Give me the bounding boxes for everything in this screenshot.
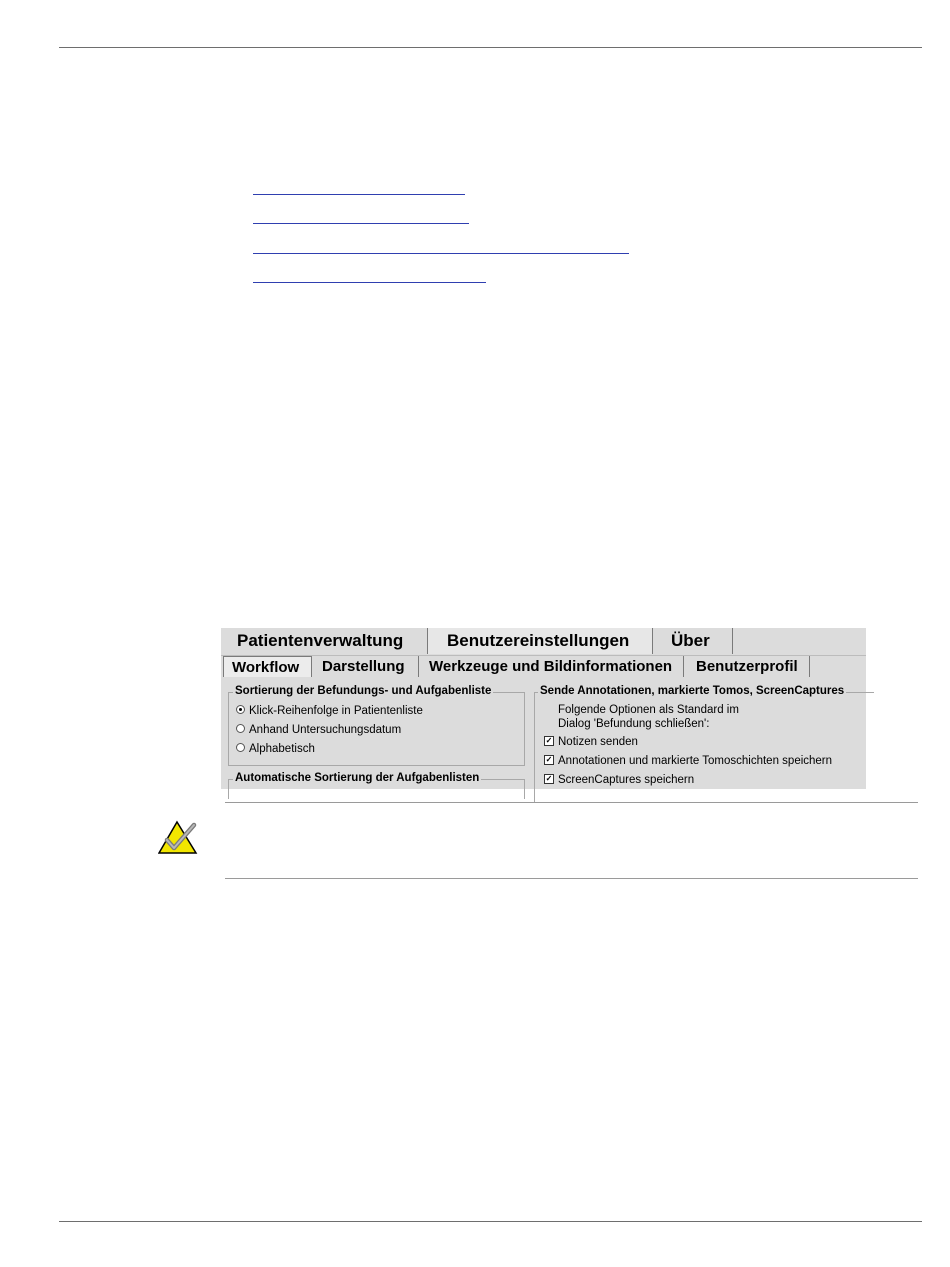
option-label: Alphabetisch	[249, 743, 315, 755]
tab-darstellung[interactable]: Darstellung	[312, 656, 419, 677]
sort-group-title: Sortierung der Befundungs- und Aufgabenliste	[235, 685, 492, 697]
main-tab-bar	[221, 628, 866, 655]
option-label: Annotationen und markierte Tomoschichten speichern	[558, 755, 833, 767]
radio-unselected-icon	[236, 724, 245, 733]
option-label: Anhand Untersuchungsdatum	[249, 724, 402, 736]
checkbox-checked-icon: ✓	[545, 735, 553, 745]
send-desc-2: Dialog 'Befundung schließen':	[558, 718, 710, 730]
radio-untersuchungsdatum[interactable]	[236, 723, 401, 737]
checkbox-notizen[interactable]	[544, 735, 638, 749]
tab-patientenverwaltung[interactable]: Patientenverwaltung	[221, 628, 428, 654]
checkbox-checked-icon: ✓	[545, 773, 553, 783]
toc-link-1[interactable]	[253, 193, 465, 195]
settings-screenshot	[221, 628, 866, 789]
note-rule-top	[225, 802, 918, 803]
toc-link-2[interactable]	[253, 222, 469, 224]
footer-rule	[59, 1221, 922, 1222]
send-group	[534, 685, 874, 802]
auto-sort-group	[228, 772, 525, 799]
tab-workflow[interactable]: Workflow	[223, 656, 312, 677]
header-rule	[59, 47, 922, 48]
send-group-title: Sende Annotationen, markierte Tomos, ScreenCaptures	[540, 685, 845, 697]
checkmark-note-icon	[158, 820, 200, 856]
option-label: Klick-Reihenfolge in Patientenliste	[249, 705, 423, 717]
tab-benutzereinstellungen[interactable]: Benutzereinstellungen	[428, 628, 653, 654]
tab-werkzeuge[interactable]: Werkzeuge und Bildinformationen	[419, 656, 684, 677]
tab-ueber[interactable]: Über	[653, 628, 733, 654]
radio-unselected-icon	[236, 743, 245, 752]
note-rule-bottom	[225, 878, 918, 879]
checkbox-screencaptures[interactable]	[544, 773, 694, 787]
radio-alphabetisch[interactable]	[236, 742, 315, 756]
sub-tab-bar	[221, 655, 866, 678]
option-label: ScreenCaptures speichern	[558, 774, 695, 786]
sort-group	[228, 685, 525, 766]
radio-klick-reihenfolge[interactable]	[236, 704, 423, 718]
send-desc-1: Folgende Optionen als Standard im	[558, 704, 739, 716]
auto-sort-group-title: Automatische Sortierung der Aufgabenlisten	[235, 772, 480, 784]
tab-benutzerprofil[interactable]: Benutzerprofil	[684, 656, 810, 677]
checkbox-checked-icon: ✓	[545, 754, 553, 764]
checkbox-annotationen[interactable]	[544, 754, 832, 768]
toc-link-3[interactable]	[253, 252, 629, 254]
radio-selected-icon	[236, 705, 245, 714]
toc-link-4[interactable]	[253, 281, 486, 283]
option-label: Notizen senden	[558, 736, 638, 748]
